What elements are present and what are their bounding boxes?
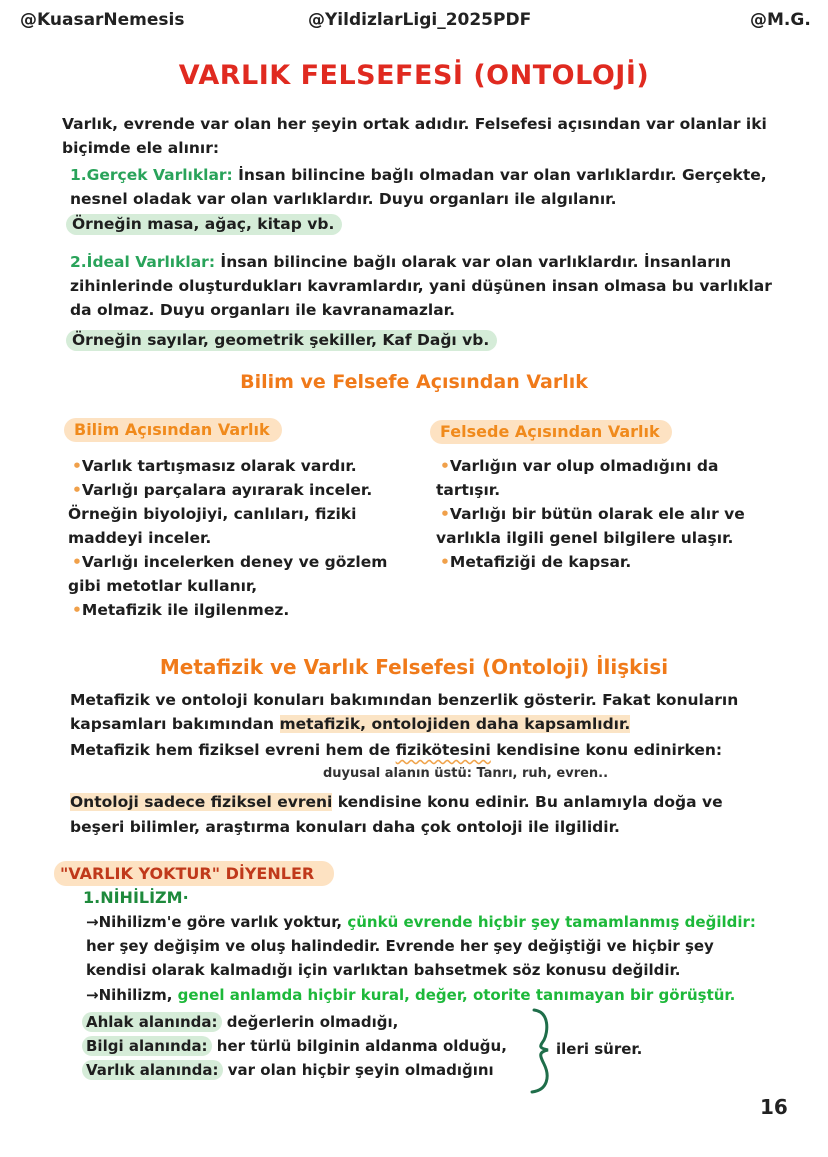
ideal-line-2: zihinlerinde oluşturdukları kavramlardır, yani düşünen insan olmasa bu varlıklar	[70, 277, 772, 295]
ideal-example	[66, 328, 497, 352]
bilim-list	[68, 454, 388, 622]
brace-text: ileri sürer.	[556, 1040, 643, 1058]
meta-line-2	[70, 712, 630, 736]
bilim-heading	[64, 418, 282, 442]
bilim-line-text: gibi metotlar kullanır,	[68, 577, 258, 595]
nihilizm-subheading: 1.NİHİLİZM·	[83, 888, 189, 907]
nihilizm-line-1-green: çünkü evrende hiçbir şey tamamlanmış değildir:	[347, 913, 756, 931]
intro-line-2: biçimde ele alınır:	[62, 139, 220, 157]
bilim-line-text: Örneğin biyolojiyi, canlıları, fiziki	[68, 505, 357, 523]
meta-line-4	[70, 790, 723, 814]
felsefe-line	[436, 526, 745, 550]
header-center-handle: @YildizlarLigi_2025PDF	[308, 10, 532, 30]
ideal-line-1	[70, 250, 731, 274]
felsefe-line-text: varlıkla ilgili genel bilgilere ulaşır.	[436, 529, 734, 547]
meta-line-3c: kendisine konu edinirken:	[490, 741, 723, 759]
bullet-icon: •	[72, 553, 82, 571]
bullet-icon: •	[72, 457, 82, 475]
header-left-handle: @KuasarNemesis	[20, 10, 185, 30]
section-metafizik-title: Metafizik ve Varlık Felsefesi (Ontoloji) İlişkisi	[159, 655, 669, 679]
bilgi-label: Bilgi alanında:	[82, 1036, 212, 1056]
felsefe-line	[440, 454, 745, 478]
ahlak-row	[82, 1010, 398, 1034]
meta-line-4b: kendisine konu edinir. Bu anlamıyla doğa ve	[332, 793, 723, 811]
nihilizm-line-4a: →Nihilizm,	[86, 986, 178, 1004]
bullet-icon: •	[440, 505, 450, 523]
yoktur-heading	[54, 862, 334, 886]
meta-line-3a: Metafizik hem fiziksel evreni hem de	[70, 741, 396, 759]
nihilizm-line-4-green: genel anlamda hiçbir kural, değer, otorite tanımayan bir görüştür.	[177, 986, 736, 1004]
felsefe-line-text: Varlığın var olup olmadığını da	[449, 457, 719, 475]
meta-line-2a: kapsamları bakımından	[70, 715, 280, 733]
meta-line-4-highlight: Ontoloji sadece fiziksel evreni	[70, 793, 333, 811]
gercek-line-1	[70, 163, 767, 187]
nihilizm-line-2: her şey değişim ve oluş halindedir. Evrende her şey değiştiği ve hiçbir şey	[86, 937, 714, 955]
felsefe-heading-text: Felsede Açısından Varlık	[430, 420, 672, 444]
meta-line-1: Metafizik ve ontoloji konuları bakımından benzerlik gösterir. Fakat konuların	[70, 691, 739, 709]
bilim-line	[72, 598, 387, 622]
bilim-line-text: maddeyi inceler.	[68, 529, 212, 547]
bilim-line-text: Varlığı parçalara ayırarak inceler.	[81, 481, 373, 499]
bilgi-text: her türlü bilginin aldanma olduğu,	[211, 1037, 507, 1055]
nihilizm-line-1	[86, 910, 756, 934]
ideal-line-3: da olmaz. Duyu organları ile kavranamazlar.	[70, 301, 456, 319]
bullet-icon: •	[72, 481, 82, 499]
nihilizm-line-1a: →Nihilizm'e göre varlık yoktur,	[86, 913, 348, 931]
bilim-line	[72, 550, 387, 574]
bilim-line	[68, 526, 387, 550]
ideal-label: 2.İdeal Varlıklar:	[70, 253, 216, 271]
varlik-label: Varlık alanında:	[82, 1060, 223, 1080]
bilim-line-text: Varlığı incelerken deney ve gözlem	[81, 553, 388, 571]
header-right-handle: @M.G.	[750, 10, 811, 30]
ideal-text-1: İnsan bilincine bağlı olarak var olan varlıklardır. İnsanların	[215, 253, 732, 271]
bilim-line	[68, 574, 387, 598]
nihilizm-line-3: kendisi olarak kalmadığı için varlıktan bahsetmek söz konusu değildir.	[86, 961, 681, 979]
page-title: VARLIK FELSEFESİ (ONTOLOJİ)	[178, 60, 650, 91]
intro-line-1: Varlık, evrende var olan her şeyin ortak adıdır. Felsefesi açısından var olanlar iki	[62, 115, 767, 133]
section-bilim-felsefe-title: Bilim ve Felsefe Açısından Varlık	[240, 371, 588, 393]
bilim-line	[68, 502, 387, 526]
felsefe-heading	[430, 420, 672, 444]
bilim-heading-text: Bilim Açısından Varlık	[64, 418, 282, 442]
gercek-label: 1.Gerçek Varlıklar:	[70, 166, 233, 184]
felsefe-line-text: Metafiziği de kapsar.	[449, 553, 632, 571]
ideal-example-text: Örneğin sayılar, geometrik şekiller, Kaf Dağı vb.	[66, 330, 497, 351]
felsefe-line	[440, 550, 745, 574]
gercek-line-2: nesnel oladak var olan varlıklardır. Duyu organları ile algılanır.	[70, 190, 617, 208]
page-number: 16	[760, 1095, 788, 1119]
bilim-line-text: Metafizik ile ilgilenmez.	[81, 601, 290, 619]
gercek-example-text: Örneğin masa, ağaç, kitap vb.	[66, 214, 342, 235]
yoktur-heading-text: "VARLIK YOKTUR" DİYENLER	[54, 861, 334, 886]
meta-line-5: beşeri bilimler, araştırma konuları daha çok ontoloji ile ilgilidir.	[70, 818, 620, 836]
gercek-example	[66, 212, 342, 236]
gercek-text-1: İnsan bilincine bağlı olmadan var olan varlıklardır. Gerçekte,	[232, 166, 767, 184]
bilim-line-text: Varlık tartışmasız olarak vardır.	[81, 457, 357, 475]
bilgi-row	[82, 1034, 507, 1058]
felsefe-line-text: tartışır.	[436, 481, 501, 499]
bullet-icon: •	[72, 601, 82, 619]
felsefe-line	[436, 478, 745, 502]
varlik-row	[82, 1058, 494, 1082]
bilim-line	[72, 478, 387, 502]
ahlak-text: değerlerin olmadığı,	[221, 1013, 399, 1031]
ahlak-label: Ahlak alanında:	[82, 1012, 222, 1032]
meta-line-3	[70, 738, 722, 762]
meta-note: duyusal alanın üstü: Tanrı, ruh, evren..	[323, 766, 609, 781]
felsefe-line-text: Varlığı bir bütün olarak ele alır ve	[449, 505, 745, 523]
varlik-text: var olan hiçbir şeyin olmadığını	[222, 1061, 494, 1079]
meta-fizikotesi: fizikötesini	[395, 741, 491, 759]
bullet-icon: •	[440, 553, 450, 571]
felsefe-list	[436, 454, 745, 574]
nihilizm-line-4	[86, 983, 735, 1007]
meta-line-2-highlight: metafizik, ontolojiden daha kapsamlıdır.	[279, 715, 631, 733]
bilim-line	[72, 454, 387, 478]
felsefe-line	[440, 502, 745, 526]
bullet-icon: •	[440, 457, 450, 475]
